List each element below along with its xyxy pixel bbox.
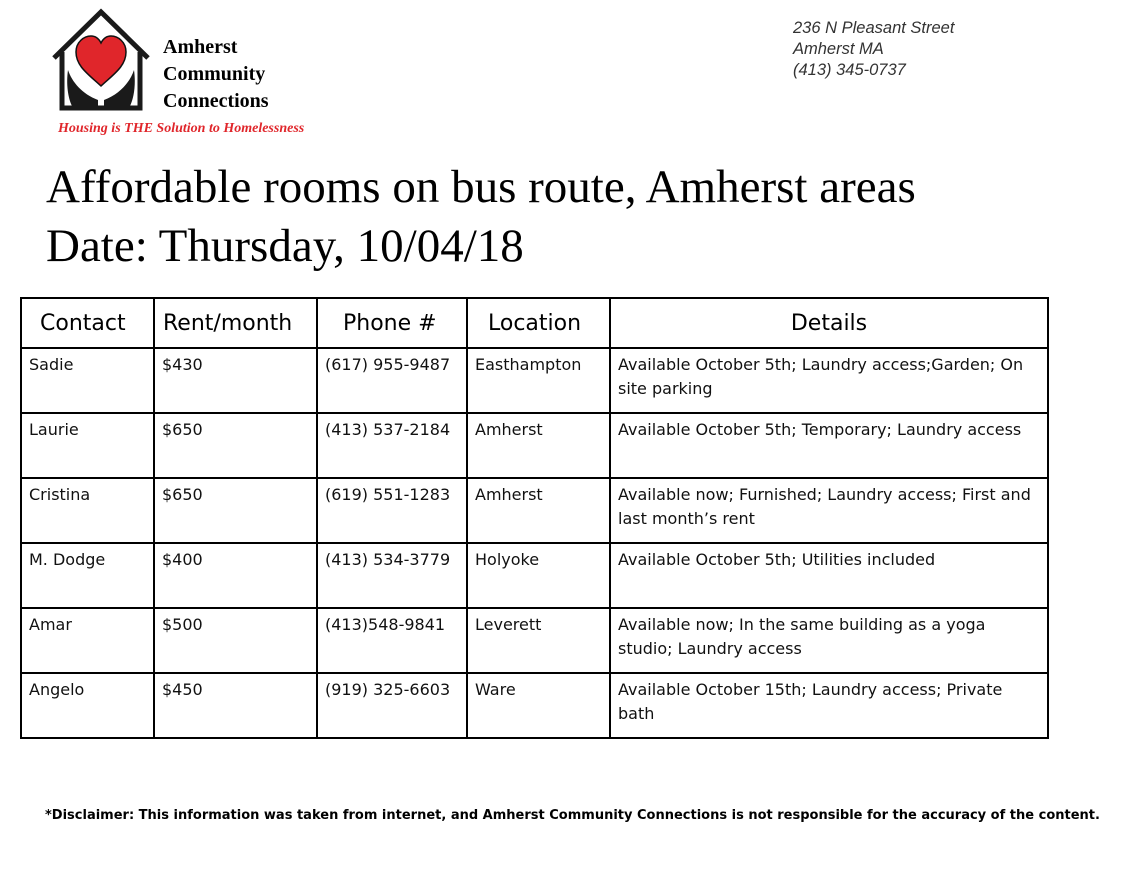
cell-details: Available October 15th; Laundry access; Private bath <box>610 673 1048 738</box>
cell-rent: $450 <box>154 673 317 738</box>
cell-contact: Amar <box>21 608 154 673</box>
page-title-line: Affordable rooms on bus route, Amherst areas <box>46 161 916 213</box>
org-name <box>163 34 269 115</box>
cell-rent: $650 <box>154 478 317 543</box>
header-location: Location <box>467 298 610 348</box>
header-phone: Phone # <box>317 298 467 348</box>
cell-contact: M. Dodge <box>21 543 154 608</box>
address-street: 236 N Pleasant Street <box>793 19 955 37</box>
cell-location: Holyoke <box>467 543 610 608</box>
cell-details: Available October 5th; Utilities included <box>610 543 1048 608</box>
cell-details: Available now; Furnished; Laundry access; First and last month’s rent <box>610 478 1048 543</box>
cell-location: Amherst <box>467 413 610 478</box>
cell-phone: (619) 551-1283 <box>317 478 467 543</box>
cell-details: Available now; In the same building as a yoga studio; Laundry access <box>610 608 1048 673</box>
org-name-line: Community <box>163 63 266 85</box>
org-logo <box>50 8 350 140</box>
cell-rent: $650 <box>154 413 317 478</box>
table-row <box>21 543 1048 608</box>
org-tagline: Housing is THE Solution to Homelessness <box>58 121 305 136</box>
table-row <box>21 673 1048 738</box>
cell-details: Available October 5th; Temporary; Laundry access <box>610 413 1048 478</box>
cell-rent: $500 <box>154 608 317 673</box>
org-name-line: Connections <box>163 90 269 112</box>
org-name-line: Amherst <box>163 36 238 58</box>
cell-details: Available October 5th; Laundry access;Garden; On site parking <box>610 348 1048 413</box>
table-row <box>21 413 1048 478</box>
table-row <box>21 608 1048 673</box>
cell-rent: $430 <box>154 348 317 413</box>
listings-table <box>20 297 1049 739</box>
cell-phone: (413) 534-3779 <box>317 543 467 608</box>
cell-location: Ware <box>467 673 610 738</box>
cell-location: Leverett <box>467 608 610 673</box>
address-phone: (413) 345-0737 <box>793 61 906 79</box>
cell-contact: Angelo <box>21 673 154 738</box>
cell-rent: $400 <box>154 543 317 608</box>
disclaimer-text: *Disclaimer: This information was taken from internet, and Amherst Community Connections is not responsible for the accuracy of the content. <box>45 808 1100 823</box>
page-date: Date: Thursday, 10/04/18 <box>46 220 524 272</box>
header-rent: Rent/month <box>154 298 317 348</box>
cell-contact: Sadie <box>21 348 154 413</box>
cell-phone: (413) 537-2184 <box>317 413 467 478</box>
page-title <box>46 158 916 276</box>
cell-phone: (919) 325-6603 <box>317 673 467 738</box>
cell-contact: Cristina <box>21 478 154 543</box>
table-row <box>21 478 1048 543</box>
cell-phone: (617) 955-9487 <box>317 348 467 413</box>
cell-phone: (413)548-9841 <box>317 608 467 673</box>
header-details: Details <box>610 298 1048 348</box>
table-row <box>21 348 1048 413</box>
cell-location: Easthampton <box>467 348 610 413</box>
cell-location: Amherst <box>467 478 610 543</box>
address-block <box>793 18 954 81</box>
address-city: Amherst MA <box>793 40 884 58</box>
table-header-row <box>21 298 1048 348</box>
cell-contact: Laurie <box>21 413 154 478</box>
header-contact: Contact <box>21 298 154 348</box>
house-heart-hands-logo-icon <box>50 8 152 112</box>
